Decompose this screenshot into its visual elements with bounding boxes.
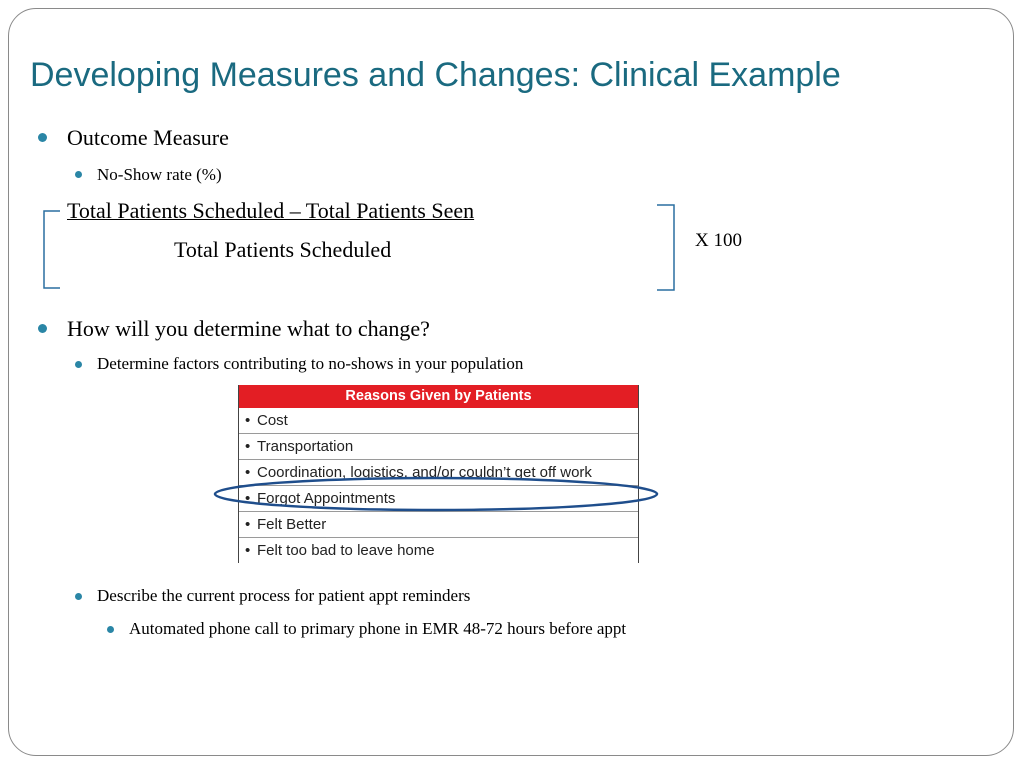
reason-text: Transportation	[257, 438, 354, 455]
reasons-list	[239, 408, 638, 563]
bullet-change	[38, 324, 47, 333]
reasons-table-header: Reasons Given by Patients	[239, 385, 638, 408]
reason-bullet: •	[245, 412, 251, 429]
left-bracket	[44, 211, 60, 288]
formula-multiplier: X 100	[695, 230, 742, 251]
reason-text: Coordination, logistics, and/or couldn’t get off work	[257, 464, 592, 481]
reason-row	[239, 459, 638, 485]
reason-bullet: •	[245, 516, 251, 533]
formula-denominator: Total Patients Scheduled	[174, 237, 392, 262]
factors-label: Determine factors contributing to no-shows in your population	[97, 354, 524, 373]
slide-title: Developing Measures and Changes: Clinical Example	[30, 56, 841, 94]
reason-bullet: •	[245, 542, 251, 559]
reason-row	[239, 537, 638, 563]
bullet-factors	[75, 361, 82, 368]
process-label: Describe the current process for patient appt reminders	[97, 586, 471, 605]
reason-row	[239, 485, 638, 511]
formula-numerator: Total Patients Scheduled – Total Patients Seen	[67, 198, 475, 223]
reason-text: Cost	[257, 412, 288, 429]
reason-row	[239, 511, 638, 537]
reason-row	[239, 433, 638, 459]
right-bracket	[657, 205, 674, 290]
reason-row	[239, 408, 638, 433]
reason-bullet: •	[245, 464, 251, 481]
change-heading: How will you determine what to change?	[67, 316, 430, 341]
outcome-heading: Outcome Measure	[67, 125, 229, 150]
noshow-rate-label: No-Show rate (%)	[97, 165, 222, 184]
reasons-table	[238, 385, 639, 563]
reason-text: Forgot Appointments	[257, 490, 396, 507]
reason-text: Felt Better	[257, 516, 327, 533]
bullet-automated-call	[107, 626, 114, 633]
reason-text: Felt too bad to leave home	[257, 542, 435, 559]
reason-bullet: •	[245, 490, 251, 507]
bullet-process	[75, 593, 82, 600]
reason-bullet: •	[245, 438, 251, 455]
automated-call-label: Automated phone call to primary phone in EMR 48-72 hours before appt	[129, 619, 627, 638]
